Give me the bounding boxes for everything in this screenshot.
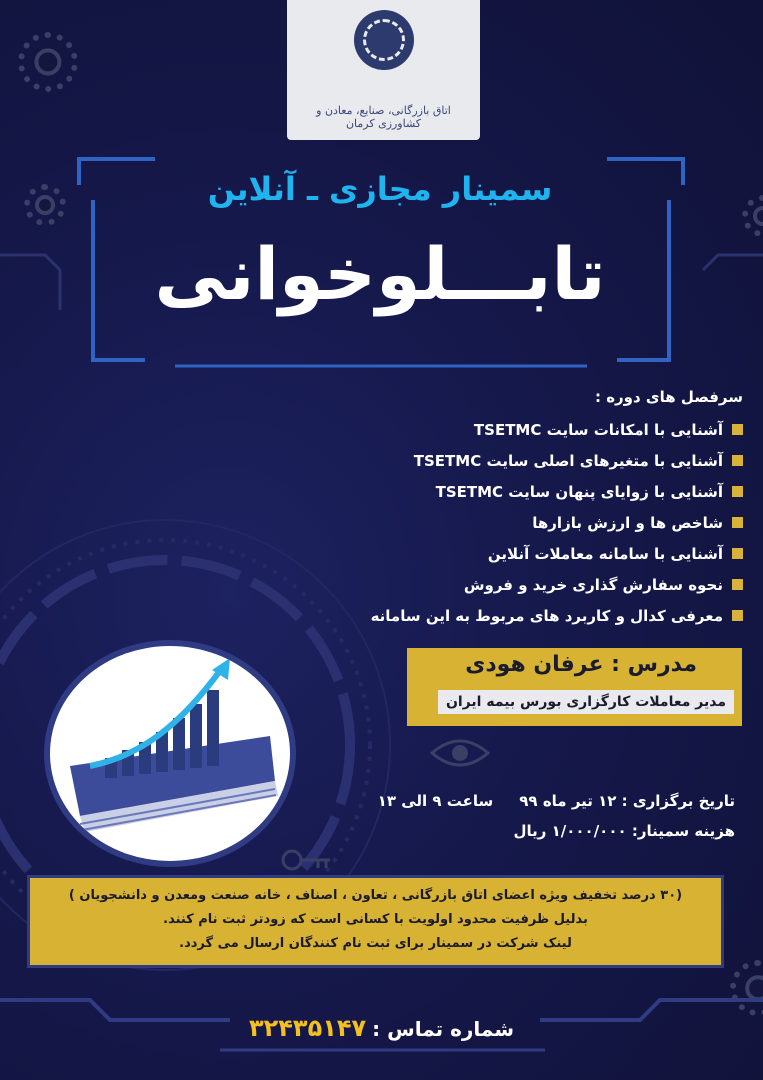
list-item bbox=[223, 507, 743, 538]
contact-label: شماره تماس : bbox=[372, 1017, 515, 1041]
rising-chart-icon bbox=[50, 646, 290, 861]
link-text: لینک شرکت در سمینار برای ثبت نام کنندگان ارسال می گردد. bbox=[179, 936, 572, 951]
gear-icon bbox=[730, 960, 763, 1016]
list-item bbox=[223, 538, 743, 569]
gear-icon bbox=[742, 195, 763, 237]
list-item bbox=[223, 445, 743, 476]
contact-line bbox=[0, 1014, 763, 1042]
list-item bbox=[223, 569, 743, 600]
bullet-icon bbox=[732, 579, 743, 590]
topic-label: نحوه سفارش گذاری خرید و فروش bbox=[463, 575, 723, 594]
eye-icon bbox=[430, 735, 490, 771]
topics-list bbox=[223, 388, 743, 631]
bullet-icon bbox=[732, 517, 743, 528]
seminar-subtitle: سمینار مجازی ـ آنلاین bbox=[207, 170, 553, 208]
topic-label: آشنایی با زوایای پنهان سایت TSETMC bbox=[435, 482, 723, 501]
topics-heading: سرفصل های دوره : bbox=[594, 388, 743, 406]
date-text: تاریخ برگزاری : ۱۲ تیر ماه ۹۹ bbox=[519, 792, 735, 810]
contact-number: ۳۲۴۳۵۱۴۷ bbox=[248, 1014, 367, 1042]
seminar-fee: هزینه سمینار: ۱/۰۰۰/۰۰۰ ریال bbox=[513, 822, 735, 840]
gear-icon bbox=[18, 32, 78, 92]
topic-label: شاخص ها و ارزش بازارها bbox=[532, 513, 723, 532]
instructor-role: مدیر معاملات کارگزاری بورس بیمه ایران bbox=[438, 690, 734, 714]
bullet-icon bbox=[732, 610, 743, 621]
bullet-icon bbox=[732, 424, 743, 435]
bullet-icon bbox=[732, 548, 743, 559]
topic-label: آشنایی با امکانات سایت TSETMC bbox=[473, 420, 723, 439]
discount-text: (۳۰ درصد تخفیف ویژه اعضای اتاق بازرگانی ، تعاون ، اصناف ، خانه صنعت ومعدن و دانشجویان ) bbox=[68, 888, 683, 903]
registration-note bbox=[27, 875, 724, 968]
gear-icon bbox=[24, 184, 66, 226]
instructor-card bbox=[407, 648, 742, 726]
organization-name: اتاق بازرگانی، صنایع، معادن و کشاورزی کرمان bbox=[316, 104, 451, 130]
organization-logo bbox=[287, 0, 480, 140]
bullet-icon bbox=[732, 486, 743, 497]
topic-label: آشنایی با سامانه معاملات آنلاین bbox=[487, 544, 723, 563]
seminar-title: تابـــلوخوانی bbox=[154, 232, 606, 316]
chart-photo bbox=[44, 640, 296, 867]
topic-label: آشنایی با متغیرهای اصلی سایت TSETMC bbox=[413, 451, 723, 470]
seminar-date bbox=[378, 792, 735, 810]
bullet-icon bbox=[732, 455, 743, 466]
list-item bbox=[223, 600, 743, 631]
topic-label: معرفی کدال و کاربرد های مربوط به این سامانه bbox=[370, 606, 723, 625]
list-item bbox=[223, 476, 743, 507]
capacity-text: بدلیل ظرفیت محدود اولویت با کسانی است که زودتر ثبت نام کنند. bbox=[163, 912, 588, 927]
hours-text: ساعت ۹ الی ۱۳ bbox=[377, 792, 494, 810]
list-item bbox=[223, 414, 743, 445]
instructor-name: مدرس : عرفان هودی bbox=[465, 652, 697, 677]
logo-seal-icon bbox=[354, 10, 414, 70]
